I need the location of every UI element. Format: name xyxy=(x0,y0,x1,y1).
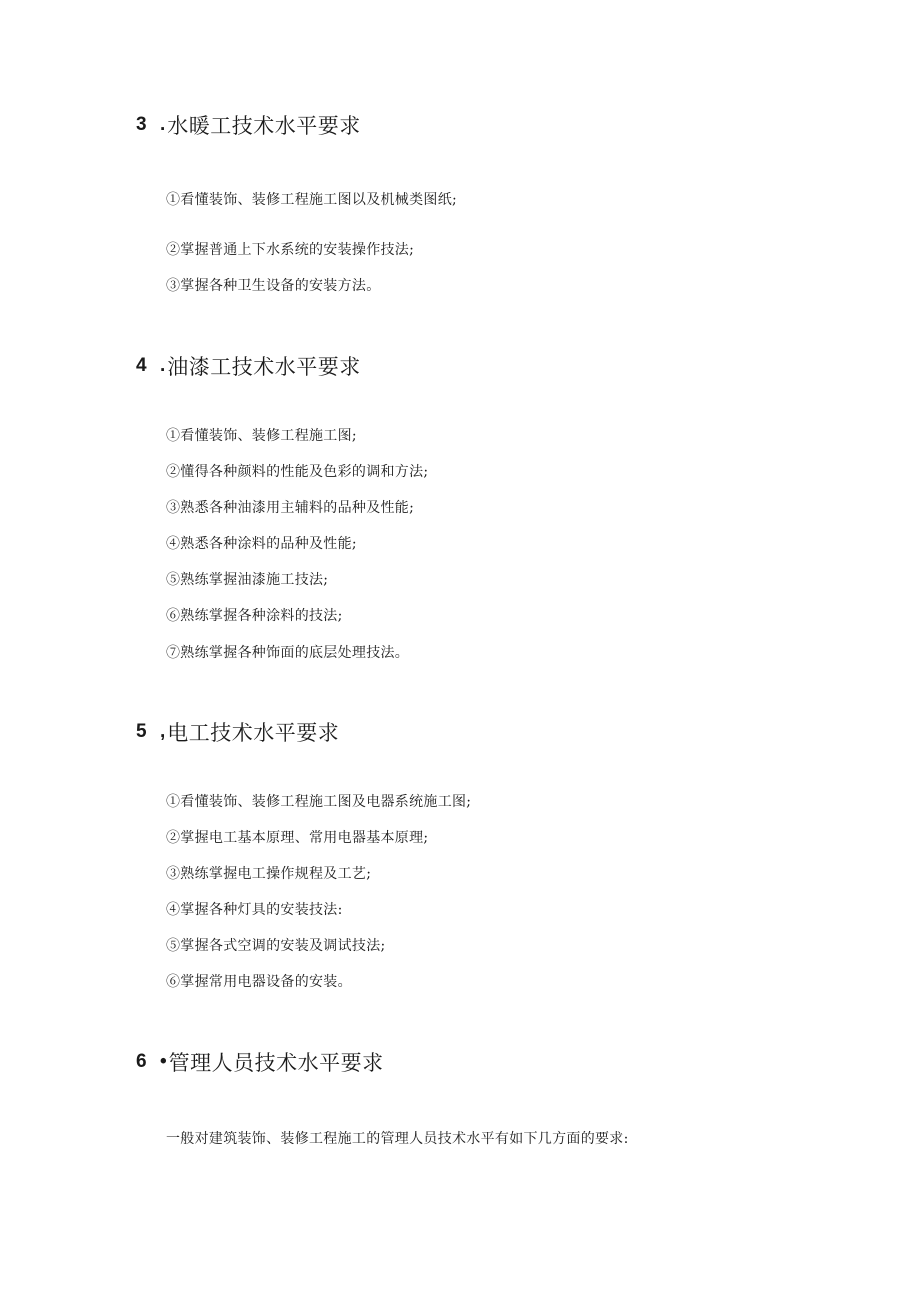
section-separator: . xyxy=(160,114,166,135)
list-item: ③熟悉各种油漆用主辅料的品种及性能; xyxy=(166,500,415,516)
section-heading-4 xyxy=(136,351,361,381)
section-separator: . xyxy=(160,355,166,376)
list-item: ③熟练掌握电工操作规程及工艺; xyxy=(166,866,372,882)
section-number: 5 xyxy=(136,721,147,742)
list-item: ②掌握电工基本原理、常用电器基本原理; xyxy=(166,830,429,846)
section-separator: • xyxy=(160,1051,167,1072)
section-separator: , xyxy=(160,721,166,742)
section-title: 管理人员技术水平要求 xyxy=(168,1051,384,1075)
list-item: ②掌握普通上下水系统的安装操作技法; xyxy=(166,242,415,258)
section-number: 3 xyxy=(136,114,147,135)
list-item: ②懂得各种颜料的性能及色彩的调和方法; xyxy=(166,464,429,480)
section-number: 6 xyxy=(136,1051,147,1072)
list-item: ①看懂装饰、装修工程施工图; xyxy=(166,428,357,444)
section-heading-3 xyxy=(136,110,361,140)
list-item: ①看懂装饰、装修工程施工图及电器系统施工图; xyxy=(166,794,472,810)
paragraph: 一般对建筑装饰、装修工程施工的管理人员技术水平有如下几方面的要求: xyxy=(166,1131,629,1147)
list-item: ⑦熟练掌握各种饰面的底层处理技法。 xyxy=(166,645,410,661)
section-number: 4 xyxy=(136,355,147,376)
section-title: 电工技术水平要求 xyxy=(167,721,340,745)
list-item: ⑤掌握各式空调的安装及调试技法; xyxy=(166,938,386,954)
section-title: 油漆工技术水平要求 xyxy=(167,355,361,379)
section-heading-5 xyxy=(136,717,339,747)
list-item: ⑤熟练掌握油漆施工技法; xyxy=(166,572,329,588)
list-item: ③掌握各种卫生设备的安装方法。 xyxy=(166,278,381,294)
list-item: ①看懂装饰、装修工程施工图以及机械类图纸; xyxy=(166,192,458,208)
list-item: ⑥熟练掌握各种涂料的技法; xyxy=(166,608,343,624)
section-heading-6 xyxy=(136,1047,384,1077)
list-item: ⑥掌握常用电器设备的安装。 xyxy=(166,974,352,990)
section-title: 水暖工技术水平要求 xyxy=(167,114,361,138)
list-item: ④掌握各种灯具的安装技法: xyxy=(166,902,343,918)
list-item: ④熟悉各种涂料的品种及性能; xyxy=(166,536,357,552)
